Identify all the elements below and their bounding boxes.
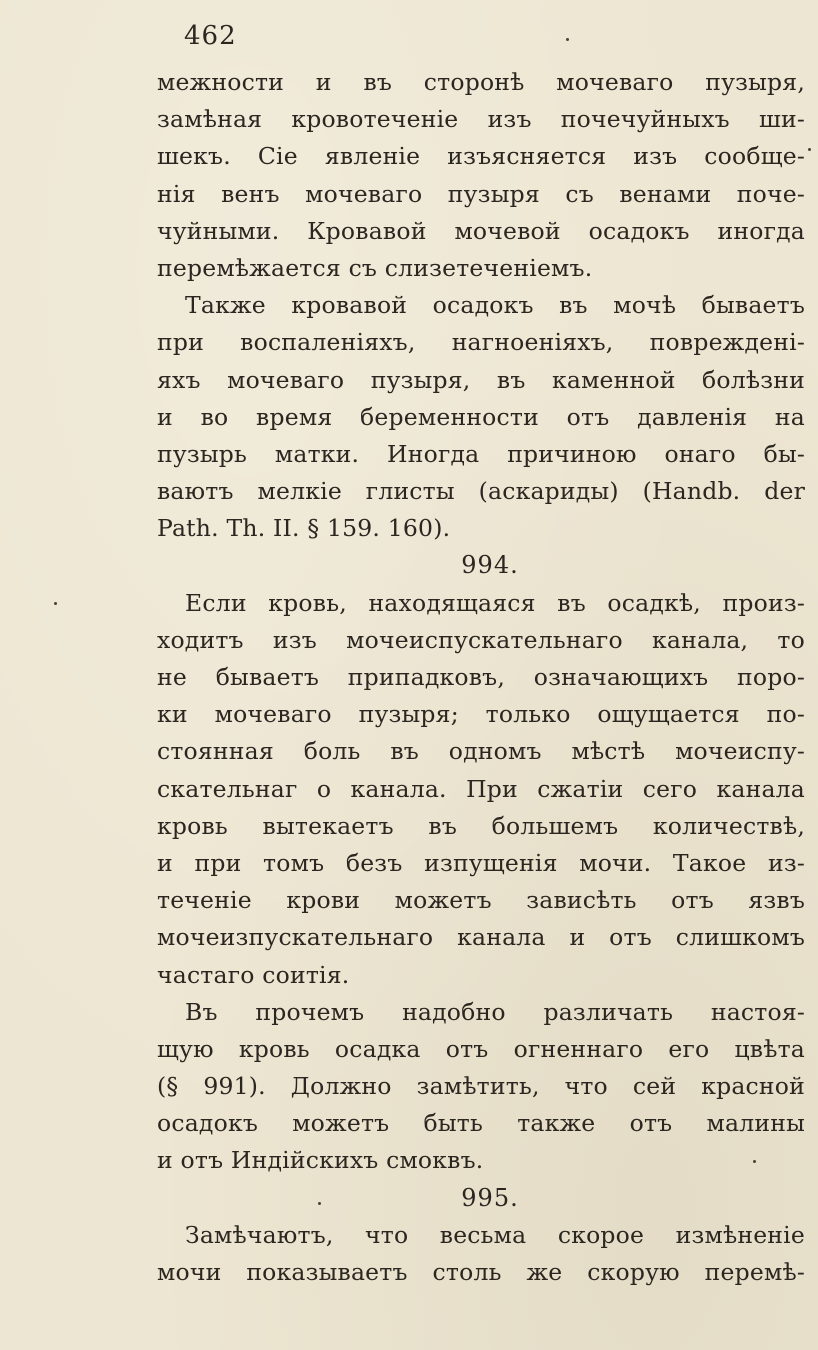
text-line: ходитъ изъ мочеиспускательнаго канала, то xyxy=(157,625,805,654)
body-text xyxy=(157,64,805,1291)
text-line: Также кровавой осадокъ въ мочѣ бываетъ xyxy=(185,291,805,320)
text-line: ваютъ мелкіе глисты (аскариды) (Handb. der xyxy=(157,477,805,506)
section-number: 994. xyxy=(461,551,519,580)
text-line: Если кровь, находящаяся въ осадкѣ, произ- xyxy=(185,588,805,617)
text-line: осадокъ можетъ быть также отъ малины xyxy=(157,1109,805,1138)
ink-speck xyxy=(318,1202,321,1205)
text-line: скательнаг о канала. При сжатіи сего канала xyxy=(157,774,805,803)
text-line: не бываетъ припадковъ, означающихъ поро- xyxy=(157,663,805,691)
ink-speck xyxy=(808,148,811,151)
text-line: частаго соитія. xyxy=(157,960,350,989)
text-line: чуйными. Кровавой мочевой осадокъ иногда xyxy=(157,216,805,245)
text-line: ки мочеваго пузыря; только ощущается по- xyxy=(157,700,805,729)
text-line: перемѣжается съ слизетеченіемъ. xyxy=(157,253,593,282)
text-line: (§ 991). Должно замѣтить, что сей красной xyxy=(157,1072,805,1101)
text-line: мочеизпускательнаго канала и отъ слишкомъ xyxy=(157,923,805,952)
text-line: яхъ мочеваго пузыря, въ каменной болѣзни xyxy=(157,365,805,394)
text-line: замѣная кровотеченіе изъ почечуйныхъ ши- xyxy=(157,105,805,134)
text-line: щую кровь осадка отъ огненнаго его цвѣта xyxy=(157,1034,805,1063)
text-line: Path. Th. II. § 159. 160). xyxy=(157,514,451,543)
page-number: 462 xyxy=(184,21,237,51)
text-line: нія венъ мочеваго пузыря съ венами поче- xyxy=(157,179,805,208)
ink-speck xyxy=(54,602,57,605)
text-line: Замѣчаютъ, что весьма скорое измѣненіе xyxy=(185,1220,805,1249)
text-line: и во время беременности отъ давленія на xyxy=(157,402,805,431)
ink-speck xyxy=(753,1160,756,1163)
text-line: мочи показываетъ столь же скорую перемѣ- xyxy=(157,1258,805,1286)
text-line: и при томъ безъ изпущенія мочи. Такое из- xyxy=(157,848,805,877)
text-line: шекъ. Сіе явленіе изъясняется изъ сообще- xyxy=(157,142,805,171)
text-line: и отъ Индійскихъ смоквъ. xyxy=(157,1146,484,1175)
text-line: пузырь матки. Иногда причиною онаго бы- xyxy=(157,439,805,468)
text-line: теченіе крови можетъ зависѣть отъ язвъ xyxy=(157,886,805,915)
text-line: кровь вытекаетъ въ большемъ количествѣ, xyxy=(157,811,805,840)
ink-speck xyxy=(566,38,569,41)
text-line: Въ прочемъ надобно различать настоя- xyxy=(185,997,805,1026)
text-line: стоянная боль въ одномъ мѣстѣ мочеиспу- xyxy=(157,737,805,766)
section-number: 995. xyxy=(461,1183,519,1212)
text-line: межности и въ сторонѣ мочеваго пузыря, xyxy=(157,68,805,96)
text-line: при воспаленіяхъ, нагноеніяхъ, поврежденi- xyxy=(157,328,805,357)
